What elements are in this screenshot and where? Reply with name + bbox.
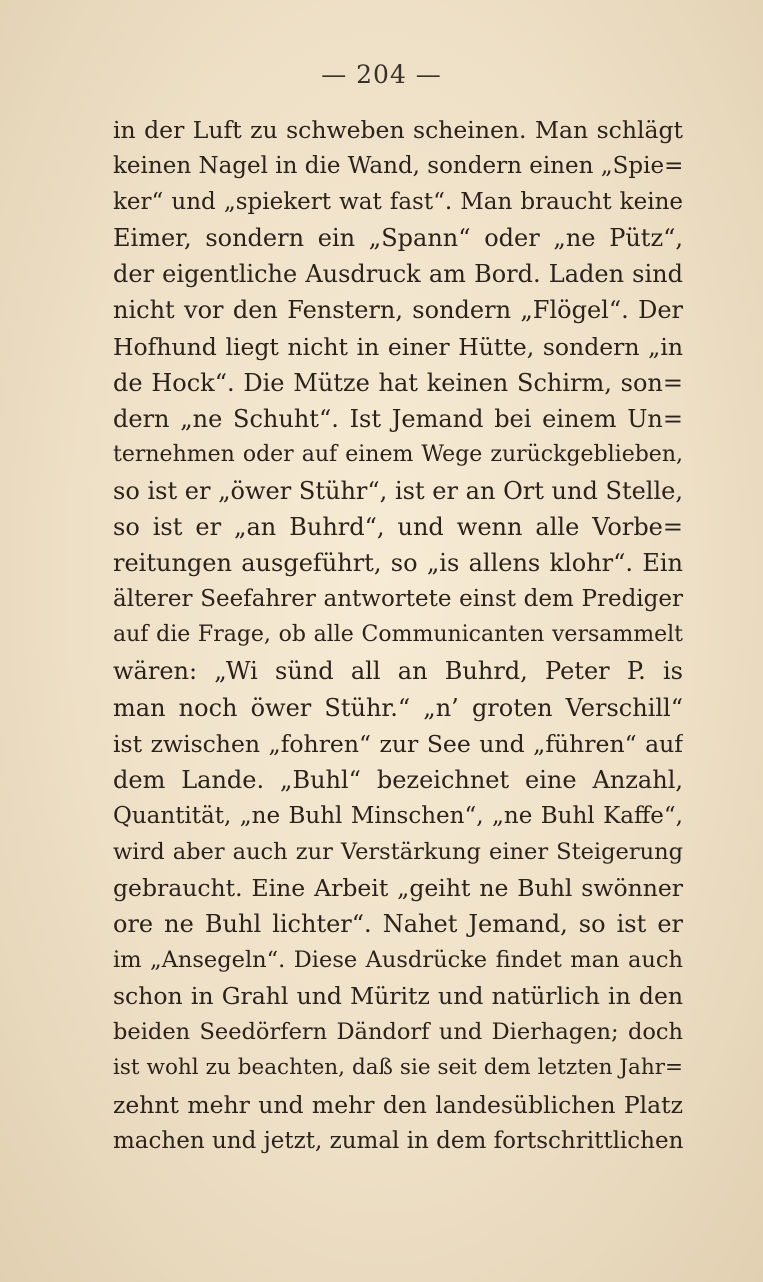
- text-line: nicht vor den Fenstern, sondern „Flögel“. Der: [113, 296, 683, 325]
- page-number: — 204 —: [321, 60, 442, 89]
- text-line: Hofhund liegt nicht in einer Hütte, sondern „in: [113, 332, 683, 361]
- text-line: ker“ und „spiekert wat fast“. Man braucht keine: [113, 189, 683, 216]
- text-line: gebraucht. Eine Arbeit „geiht ne Buhl swönner: [113, 873, 683, 902]
- text-line: machen und jetzt, zumal in dem fortschrittlichen: [113, 1127, 683, 1154]
- text-line: so ist er „öwer Stühr“, ist er an Ort und Stelle,: [113, 476, 683, 505]
- text-line: in der Luft zu schweben scheinen. Man schlägt: [113, 116, 683, 144]
- text-line: Eimer, sondern ein „Spann“ oder „ne Pütz“,: [113, 224, 683, 253]
- text-line: dern „ne Schuht“. Ist Jemand bei einem Un=: [113, 404, 683, 433]
- text-line: im „Ansegeln“. Diese Ausdrücke findet man auch: [113, 947, 683, 974]
- text-line: auf die Frage, ob alle Communicanten versammelt: [113, 622, 683, 648]
- text-line: beiden Seedörfern Dändorf und Dierhagen; doch: [113, 1019, 683, 1046]
- text-line: ternehmen oder auf einem Wege zurückgeblieben,: [113, 441, 683, 467]
- text-line: der eigentliche Ausdruck am Bord. Laden sind: [113, 260, 683, 289]
- text-line: ore ne Buhl lichter“. Nahet Jemand, so ist er: [113, 910, 683, 939]
- text-line: keinen Nagel in die Wand, sondern einen „Spie=: [113, 153, 683, 180]
- text-line: so ist er „an Buhrd“, und wenn alle Vorbe=: [113, 513, 683, 542]
- text-line: reitungen ausgeführt, so „is allens klohr“. Ein: [113, 549, 683, 578]
- text-line: man noch öwer Stühr.“ „n’ groten Verschill“: [113, 693, 683, 722]
- text-line: wären: „Wi sünd all an Buhrd, Peter P. is: [113, 657, 683, 686]
- text-line: de Hock“. Die Mütze hat keinen Schirm, son=: [113, 368, 683, 397]
- text-line: älterer Seefahrer antwortete einst dem Prediger: [113, 586, 683, 613]
- text-line: zehnt mehr und mehr den landesüblichen Platz: [113, 1090, 683, 1119]
- text-line: ist zwischen „fohren“ zur See und „führen“ auf: [113, 729, 683, 758]
- body-text: [113, 112, 683, 1159]
- text-line: Quantität, „ne Buhl Minschen“, „ne Buhl Kaffe“,: [113, 802, 683, 829]
- text-line: ist wohl zu beachten, daß sie seit dem letzten Jahr=: [113, 1055, 683, 1081]
- text-line: wird aber auch zur Verstärkung einer Steigerung: [113, 838, 683, 865]
- text-line: schon in Grahl und Müritz und natürlich in den: [113, 982, 683, 1011]
- text-line: dem Lande. „Buhl“ bezeichnet eine Anzahl,: [113, 765, 683, 794]
